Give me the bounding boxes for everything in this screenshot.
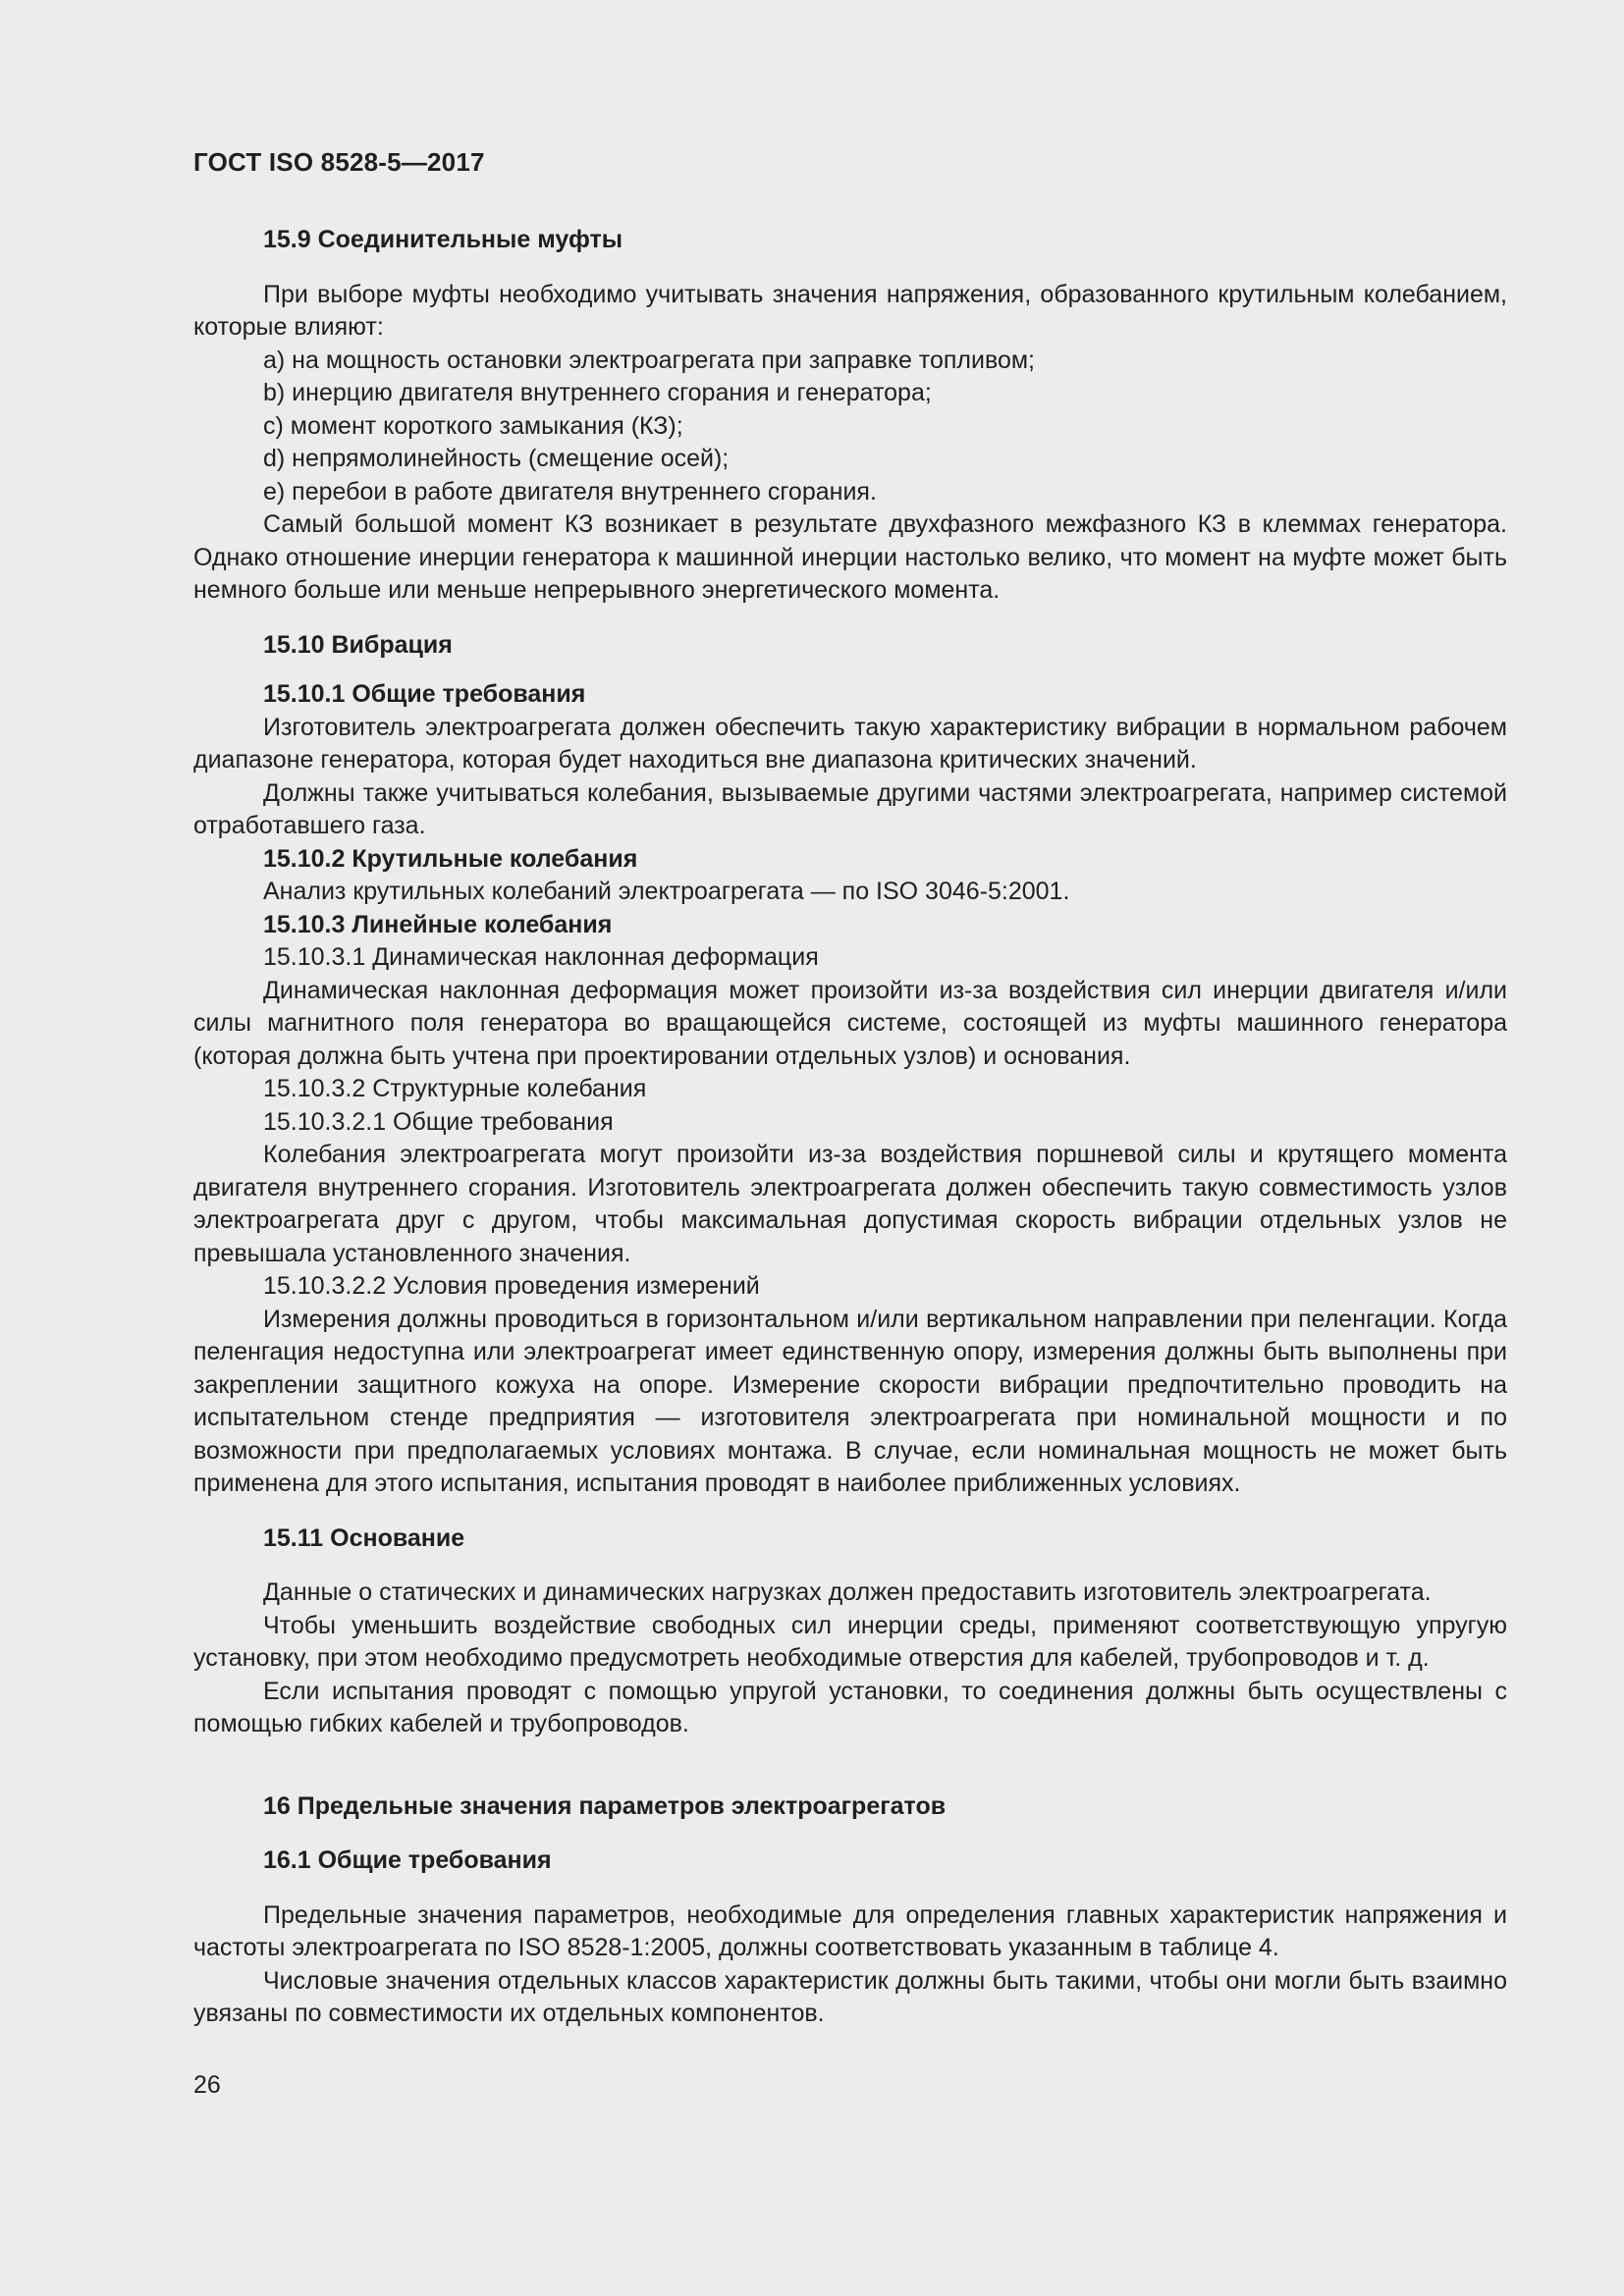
subsection-heading-15-10-3-2-1: 15.10.3.2.1 Общие требования	[263, 1107, 614, 1136]
paragraph-torsional-analysis: Анализ крутильных колебаний электроагрегата — по ISO 3046-5:2001.	[263, 878, 1070, 905]
section-heading-15-10-3: 15.10.3 Линейные колебания	[263, 910, 613, 938]
section-heading-15-10: 15.10 Вибрация	[263, 630, 453, 659]
paragraph-short-circuit-moment: Самый большой момент КЗ возникает в результате двухфазного межфазного КЗ в клеммах генератора. Однако отношение инерции генератора к машинной инерции настолько велико, что момент на муфте может быть немного больше или меньше непрерывного энергетического момента.	[193, 510, 1507, 604]
paragraph-class-compatibility: Числовые значения отдельных классов характеристик должны быть такими, чтобы они могли быть взаимно увязаны по совместимости их отдельных компонентов.	[193, 1966, 1507, 2027]
document-body	[193, 224, 1507, 2031]
list-item-e: e) перебои в работе двигателя внутреннего сгорания.	[263, 477, 877, 506]
subsection-heading-15-10-3-2: 15.10.3.2 Структурные колебания	[263, 1075, 647, 1102]
list-item-d: d) непрямолинейность (смещение осей);	[263, 445, 730, 472]
paragraph-flexible-connections: Если испытания проводят с помощью упругой установки, то соединения должны быть осуществлены с помощью гибких кабелей и трубопроводов.	[193, 1677, 1507, 1737]
paragraph-structural-oscillation: Колебания электроагрегата могут произойти из-за воздействия поршневой силы и крутящего момента двигателя внутреннего сгорания. Изготовитель электроагрегата должен обеспечить такую совместимость узлов электроагрегата друг с другом, чтобы максимальная допустимая скорость вибрации отдельных узлов не превышала установленного значения.	[193, 1141, 1507, 1267]
paragraph-other-parts-oscillation: Должны также учитываться колебания, вызываемые другими частями электроагрегата, например системой отработавшего газа.	[193, 778, 1507, 839]
document-page	[193, 0, 1507, 2296]
subsection-heading-15-10-3-2-2: 15.10.3.2.2 Условия проведения измерений	[263, 1272, 760, 1300]
paragraph-vibration-characteristic: Изготовитель электроагрегата должен обеспечить такую характеристику вибрации в нормальном рабочем диапазоне генератора, которая будет находиться вне диапазона критических значений.	[193, 713, 1507, 774]
section-heading-16-1: 16.1 Общие требования	[263, 1846, 552, 1874]
section-heading-15-10-1: 15.10.1 Общие требования	[263, 680, 586, 708]
paragraph-parameter-limits: Предельные значения параметров, необходимые для определения главных характеристик напряжения и частоты электроагрегата по ISO 8528-1:2005, должны соответствовать указанным в таблице 4.	[193, 1900, 1507, 1961]
paragraph-elastic-mounting: Чтобы уменьшить воздействие свободных сил инерции среды, применяют соответствующую упругую установку, при этом необходимо предусмотреть необходимые отверстия для кабелей, трубопроводов и т. д.	[193, 1611, 1507, 1672]
chapter-heading-16: 16 Предельные значения параметров электроагрегатов	[263, 1791, 947, 1820]
subsection-heading-15-10-3-1: 15.10.3.1 Динамическая наклонная деформация	[263, 943, 819, 971]
paragraph-measurement-conditions: Измерения должны проводиться в горизонтальном и/или вертикальном направлении при пеленгации. Когда пеленгация недоступна или электроагрегат имеет единственную опору, измерения должны быть выполнены при закреплении защитного кожуха на опоре. Измерение скорости вибрации предпочтительно проводить на испытательном стенде предприятия — изготовителя электроагрегата при номинальной мощности и по возможности при предполагаемых условиях монтажа. В случае, если номинальная мощность не может быть применена для этого испытания, испытания проводят в наиболее приближенных условиях.	[193, 1305, 1507, 1497]
document-code-header: ГОСТ ISO 8528-5—2017	[193, 147, 485, 177]
list-item-a: a) на мощность остановки электроагрегата при заправке топливом;	[263, 346, 1035, 374]
section-heading-15-11: 15.11 Основание	[263, 1523, 465, 1552]
paragraph-dynamic-deformation: Динамическая наклонная деформация может произойти из-за воздействия сил инерции двигателя и/или силы магнитного поля генератора во вращающейся системе, состоящей из муфты машинного генератора (которая должна быть учтена при проектировании отдельных узлов) и основания.	[193, 976, 1507, 1070]
section-heading-15-10-2: 15.10.2 Крутильные колебания	[263, 844, 638, 873]
list-item-b: b) инерцию двигателя внутреннего сгорания и генератора;	[263, 379, 932, 406]
paragraph-coupling-intro: При выборе муфты необходимо учитывать значения напряжения, образованного крутильным колебанием, которые влияют:	[193, 280, 1507, 341]
paragraph-load-data: Данные о статических и динамических нагрузках должен предоставить изготовитель электроагрегата.	[263, 1578, 1432, 1606]
list-item-c: c) момент короткого замыкания (КЗ);	[263, 411, 683, 440]
section-heading-15-9: 15.9 Соединительные муфты	[263, 226, 623, 253]
page-number: 26	[193, 2071, 221, 2099]
